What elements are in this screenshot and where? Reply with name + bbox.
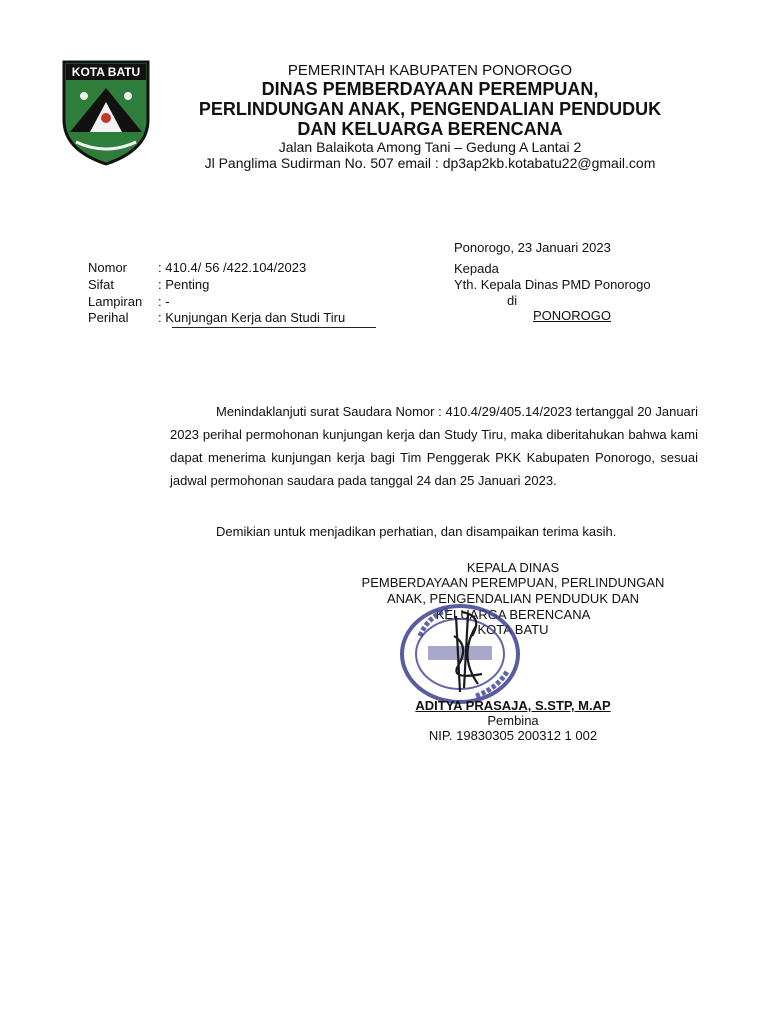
signature-title-5: KOTA BATU <box>477 622 549 637</box>
meta-value-lampiran: : - <box>158 294 170 309</box>
header-government: PEMERINTAH KABUPATEN PONOROGO <box>287 62 573 79</box>
header-address-line1: Jalan Balaikota Among Tani – Gedung A Lantai 2 <box>278 139 582 155</box>
header-agency-line2: PERLINDUNGAN ANAK, PENGENDALIAN PENDUDUK <box>198 99 662 119</box>
signatory-nip: NIP. 19830305 200312 1 002 <box>428 728 598 743</box>
body-paragraph: Menindaklanjuti surat Saudara Nomor : 410.4/29/405.14/2023 tertanggal 20 Januari 2023 perihal permohonan kunjungan kerja dan Study Tiru, maka diberitahukan bahwa kami dapat menerima kunjungan kerja bagi Tim Penggerak PKK Kabupaten Ponorogo, sesuai jadwal permohonan saudara pada tanggal 24 dan 25 Januari 2023. <box>170 404 698 488</box>
meta-label-lampiran: Lampiran <box>88 294 143 309</box>
signature-title-2: PEMBERDAYAAN PEREMPUAN, PERLINDUNGAN <box>361 575 665 590</box>
header-agency-line1: DINAS PEMBERDAYAAN PEREMPUAN, <box>261 79 599 99</box>
signatory-rank: Pembina <box>487 713 539 728</box>
meta-value-perihal: : Kunjungan Kerja dan Studi Tiru <box>158 310 346 325</box>
signature-title-4: KELUARGA BERENCANA <box>435 607 591 622</box>
letter-body <box>170 400 698 492</box>
header-agency-line3: DAN KELUARGA BERENCANA <box>297 119 563 139</box>
meta-label-perihal: Perihal <box>88 310 129 325</box>
meta-label-sifat: Sifat <box>88 277 115 292</box>
recipient-di: di <box>507 293 518 308</box>
recipient-city: PONOROGO <box>533 308 612 323</box>
meta-label-nomor: Nomor <box>88 260 128 275</box>
recipient-addressee: Yth. Kepala Dinas PMD Ponorogo <box>454 277 651 292</box>
kota-batu-logo <box>60 58 152 168</box>
meta-value-nomor: : 410.4/ 56 /422.104/2023 <box>158 260 307 275</box>
header-address-line2: Jl Panglima Sudirman No. 507 email : dp3ap2kb.kotabatu22@gmail.com <box>204 155 656 171</box>
logo-text: KOTA BATU <box>71 65 141 79</box>
signature-title-1: KEPALA DINAS <box>466 560 560 575</box>
recipient-kepada: Kepada <box>454 261 499 276</box>
official-stamp <box>398 596 530 706</box>
meta-value-sifat: : Penting <box>158 277 210 292</box>
closing-sentence: Demikian untuk menjadikan perhatian, dan disampaikan terima kasih. <box>216 524 617 539</box>
letter-date: Ponorogo, 23 Januari 2023 <box>454 240 611 255</box>
perihal-underline <box>172 327 376 328</box>
signature-title-3: ANAK, PENGENDALIAN PENDUDUK DAN <box>386 591 640 606</box>
signatory-name: ADITYA PRASAJA, S.STP, M.AP <box>415 698 611 713</box>
